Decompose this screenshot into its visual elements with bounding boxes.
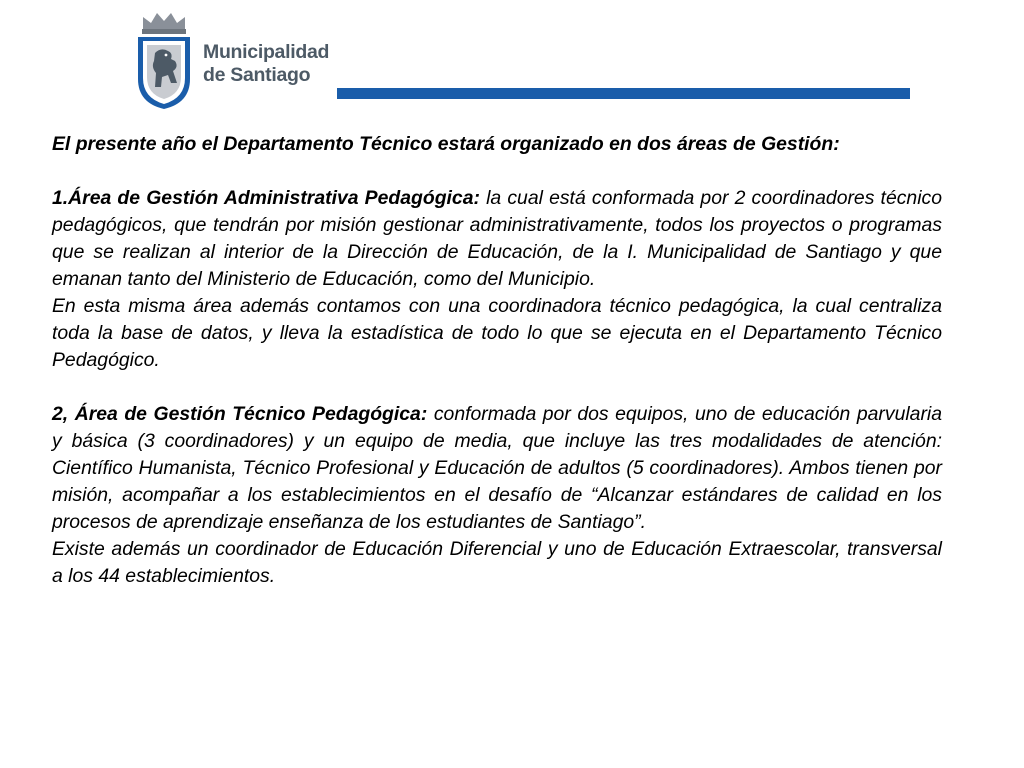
brand-line-2: de Santiago xyxy=(203,64,311,86)
document-body xyxy=(52,131,942,590)
brand-name xyxy=(203,41,329,87)
area1-heading: 1.Área de Gestión Administrativa Pedagógica: xyxy=(52,187,480,209)
municipal-logo xyxy=(121,5,337,117)
area1-paragraph xyxy=(52,185,942,293)
area2-heading: 2, Área de Gestión Técnico Pedagógica: xyxy=(52,403,428,425)
brand-line-1: Municipalidad xyxy=(203,41,330,63)
area2-body: conformada por dos equipos, uno de educación parvularia y básica (3 coordinadores) y un equipo de media, que incluye las tres modalidades de atención: Científico Humanista, Técnico Profesional y Educación de adultos (5 coordinadores). Ambos tienen por misión, acompañar a los establecimientos en el desafío de “Alcanzar estándares de calidad en los procesos de aprendizaje enseñanza de los estudiantes de Santiago”. xyxy=(52,403,942,533)
area1-body: la cual está conformada por 2 coordinadores técnico pedagógicos, que tendrán por misión gestionar administrativamente, todos los proyectos o programas que se realizan al interior de la Dirección de Educación, de la I. Municipalidad de Santiago y que emanan tanto del Ministerio de Educación, como del Municipio. xyxy=(52,187,942,290)
area1-extra-paragraph: En esta misma área además contamos con una coordinadora técnico pedagógica, la cual centraliza toda la base de datos, y lleva la estadística de todo lo que se ejecuta en el Departamento Técnico Pedagógico. xyxy=(52,295,942,371)
area2-paragraph xyxy=(52,401,942,536)
area2-extra-paragraph: Existe además un coordinador de Educación Diferencial y uno de Educación Extraescolar, transversal a los 44 establecimientos. xyxy=(52,538,942,587)
intro-paragraph: El presente año el Departamento Técnico estará organizado en dos áreas de Gestión: xyxy=(52,133,840,155)
crest-icon xyxy=(135,9,193,111)
